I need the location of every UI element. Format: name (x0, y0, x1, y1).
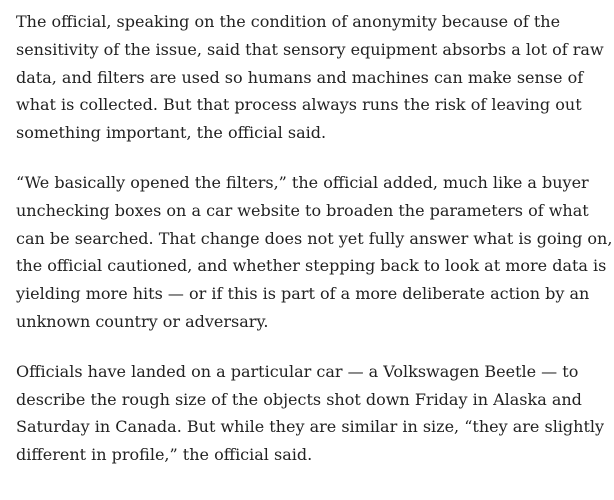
paragraph-line: the official cautioned, and whether stepping back to look at more data is (16, 256, 607, 276)
paragraph-line: something important, the official said. (16, 123, 327, 143)
paragraph-line: different in profile,” the official said. (16, 445, 313, 465)
paragraph-line: sensitivity of the issue, said that sensory equipment absorbs a lot of raw (16, 39, 604, 59)
paragraph-line: The official, speaking on the condition of anonymity because of the (16, 12, 561, 31)
paragraph-line: data, and filters are used so humans and machines can make sense of (16, 67, 584, 87)
paragraph-3 (16, 358, 606, 469)
paragraph-line: describe the rough size of the objects shot down Friday in Alaska and (16, 389, 582, 409)
paragraph-line: what is collected. But that process always runs the risk of leaving out (16, 95, 582, 115)
paragraph-line: “We basically opened the filters,” the official added, much like a buyer (16, 172, 589, 192)
paragraph-line: unknown country or adversary. (16, 311, 269, 331)
paragraph-line: can be searched. That change does not yet fully answer what is going on, (16, 228, 613, 248)
paragraph-line: unchecking boxes on a car website to broaden the parameters of what (16, 200, 589, 220)
paragraph-line: Officials have landed on a particular car — a Volkswagen Beetle — to (16, 361, 579, 381)
paragraph-line: yielding more hits — or if this is part of a more deliberate action by an (16, 284, 590, 304)
paragraph-2 (16, 169, 613, 336)
article-body (16, 8, 613, 491)
paragraph-line: Saturday in Canada. But while they are similar in size, “they are slightly (16, 417, 605, 437)
paragraph-1 (16, 8, 606, 147)
